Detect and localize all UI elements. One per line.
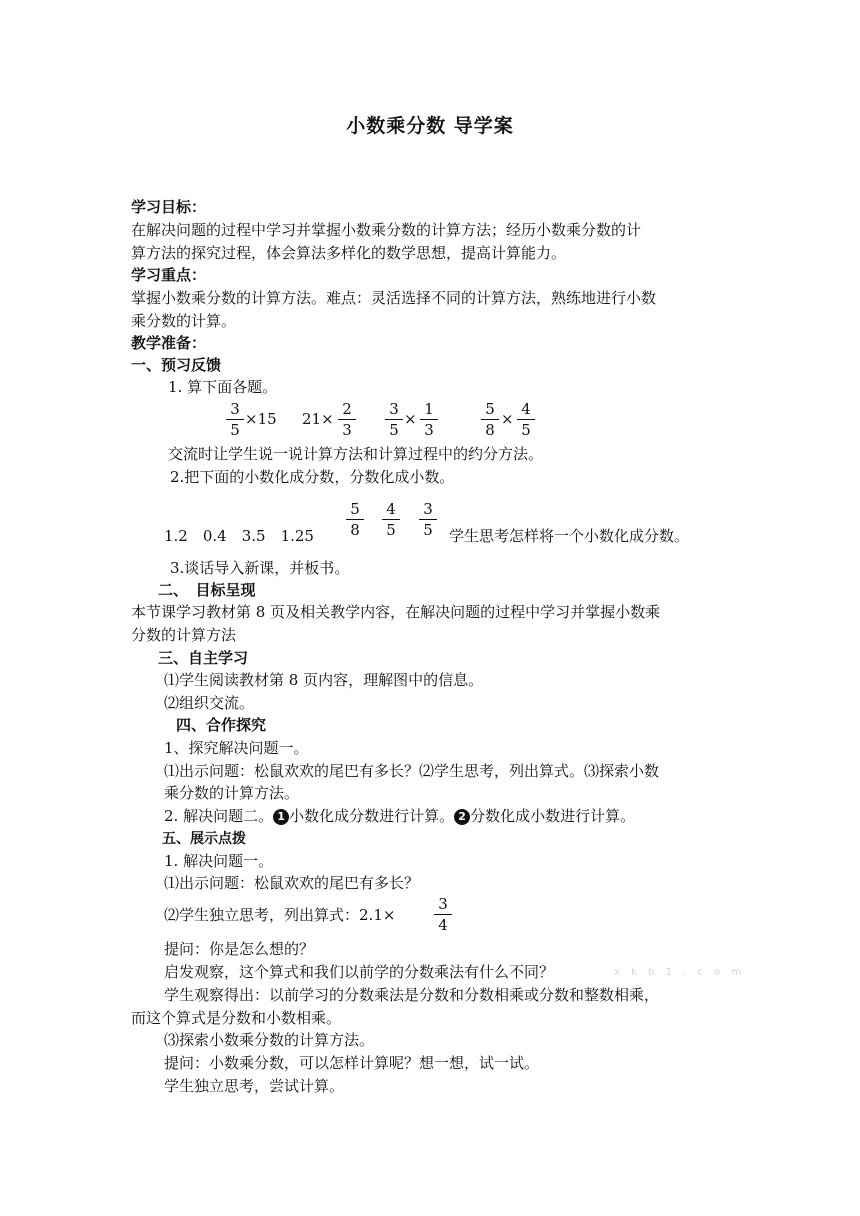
expression-text: 21×: [302, 410, 334, 428]
s5-paragraph-3: ⑵学生独立思考，列出算式：2.1×: [164, 906, 396, 924]
section-1-heading: 一、预习反馈: [131, 356, 222, 374]
s5-paragraph-1: 1. 解决问题一。: [164, 852, 274, 870]
section-5-heading: 五、展示点拨: [162, 831, 246, 847]
denominator: 3: [342, 421, 352, 439]
s3-paragraph-1: ⑴学生阅读教材第 8 页内容，理解图中的信息。: [164, 671, 484, 689]
denominator: 8: [350, 521, 360, 539]
denominator: 5: [423, 521, 433, 539]
expression-text: ×: [404, 410, 417, 428]
s5-paragraph-4: 提问：你是怎么想的？: [164, 940, 315, 958]
objectives-heading: 学习目标：: [131, 198, 207, 216]
fraction: [382, 500, 400, 539]
fraction: [338, 400, 356, 439]
denominator: 5: [386, 521, 396, 539]
denominator: 4: [438, 916, 448, 934]
numerator: 4: [517, 400, 535, 420]
s1-question-1: 1. 算下面各题。: [168, 378, 278, 396]
numerator: 1: [420, 400, 438, 420]
s1-question-2-note: 学生思考怎样将一个小数化成分数。: [449, 527, 690, 545]
expression-text: ×: [501, 410, 514, 428]
denominator: 8: [485, 421, 495, 439]
s1-question-3: 3.谈话导入新课，并板书。: [170, 559, 350, 577]
numerator: 3: [434, 895, 452, 915]
numerator: 5: [346, 500, 364, 520]
fraction: [420, 400, 438, 439]
s5-paragraph-8: 提问：小数乘分数，可以怎样计算呢？想一想，试一试。: [164, 1054, 540, 1072]
s5-paragraph-6b: 而这个算式是分数和小数相乘。: [131, 1009, 342, 1027]
s5-paragraph-5: 启发观察，这个算式和我们以前学的分数乘法有什么不同？: [164, 963, 555, 981]
fraction: [481, 400, 499, 439]
s4-paragraph-1: 1、探究解决问题一。: [164, 739, 309, 757]
fraction: [346, 500, 364, 539]
numerator: 3: [226, 400, 244, 420]
numerator: 2: [338, 400, 356, 420]
circled-number-2: 2: [454, 809, 470, 825]
focus-heading: 学习重点：: [131, 266, 207, 284]
numerator: 4: [382, 500, 400, 520]
focus-line-2: 乘分数的计算。: [131, 312, 237, 330]
objectives-line-2: 算方法的探究过程，体会算法多样化的数学思想，提高计算能力。: [131, 244, 567, 262]
watermark: x k b 1 . c o m: [614, 967, 746, 978]
fraction: [419, 500, 437, 539]
numerator: 3: [385, 400, 403, 420]
numerator: 3: [419, 500, 437, 520]
objectives-line-1: 在解决问题的过程中学习并掌握小数乘分数的计算方法；经历小数乘分数的计: [131, 221, 642, 239]
s4-paragraph-2b: 乘分数的计算方法。: [164, 784, 300, 802]
denominator: 5: [521, 421, 531, 439]
s3-paragraph-2: ⑵组织交流。: [164, 694, 255, 712]
prep-heading: 教学准备：: [131, 334, 207, 352]
section-3-heading: 三、自主学习: [158, 649, 249, 667]
expression-text: ×15: [245, 410, 277, 428]
s4-paragraph-3: [164, 805, 635, 827]
s4-method-2: 分数化成小数进行计算。: [470, 807, 636, 825]
s2-line-1: 本节课学习教材第 8 页及相关教学内容，在解决问题的过程中学习并掌握小数乘: [131, 603, 661, 621]
s4-method-1: 小数化成分数进行计算。: [289, 807, 455, 825]
decimal-list: 1.2 0.4 3.5 1.25: [164, 527, 314, 545]
fraction: [517, 400, 535, 439]
section-2-heading: 二、 目标呈现: [158, 581, 256, 599]
denominator: 5: [389, 421, 399, 439]
denominator: 3: [424, 421, 434, 439]
numerator: 5: [481, 400, 499, 420]
fraction: [434, 895, 452, 934]
s4-paragraph-3-start: 2. 解决问题二。: [164, 807, 274, 825]
s5-paragraph-2: ⑴出示问题：松鼠欢欢的尾巴有多长？: [164, 874, 420, 892]
s1-exchange: 交流时让学生说一说计算方法和计算过程中的约分方法。: [168, 445, 544, 463]
focus-line-1: 掌握小数乘分数的计算方法。难点：灵活选择不同的计算方法，熟练地进行小数: [131, 289, 657, 307]
s5-paragraph-9: 学生独立思考，尝试计算。: [164, 1077, 345, 1095]
page-title: 小数乘分数 导学案: [346, 115, 514, 137]
s2-line-2: 分数的计算方法: [131, 626, 237, 644]
s5-paragraph-7: ⑶探索小数乘分数的计算方法。: [164, 1031, 375, 1049]
fraction: [385, 400, 403, 439]
section-4-heading: 四、合作探究: [176, 716, 267, 734]
denominator: 5: [230, 421, 240, 439]
s4-paragraph-2a: ⑴出示问题：松鼠欢欢的尾巴有多长？⑵学生思考，列出算式。⑶探索小数: [164, 762, 660, 780]
fraction: [226, 400, 244, 439]
circled-number-1: 1: [273, 809, 289, 825]
s1-question-2: 2.把下面的小数化成分数，分数化成小数。: [170, 468, 455, 486]
s5-paragraph-6a: 学生观察得出：以前学习的分数乘法是分数和分数相乘或分数和整数相乘，: [164, 986, 660, 1004]
